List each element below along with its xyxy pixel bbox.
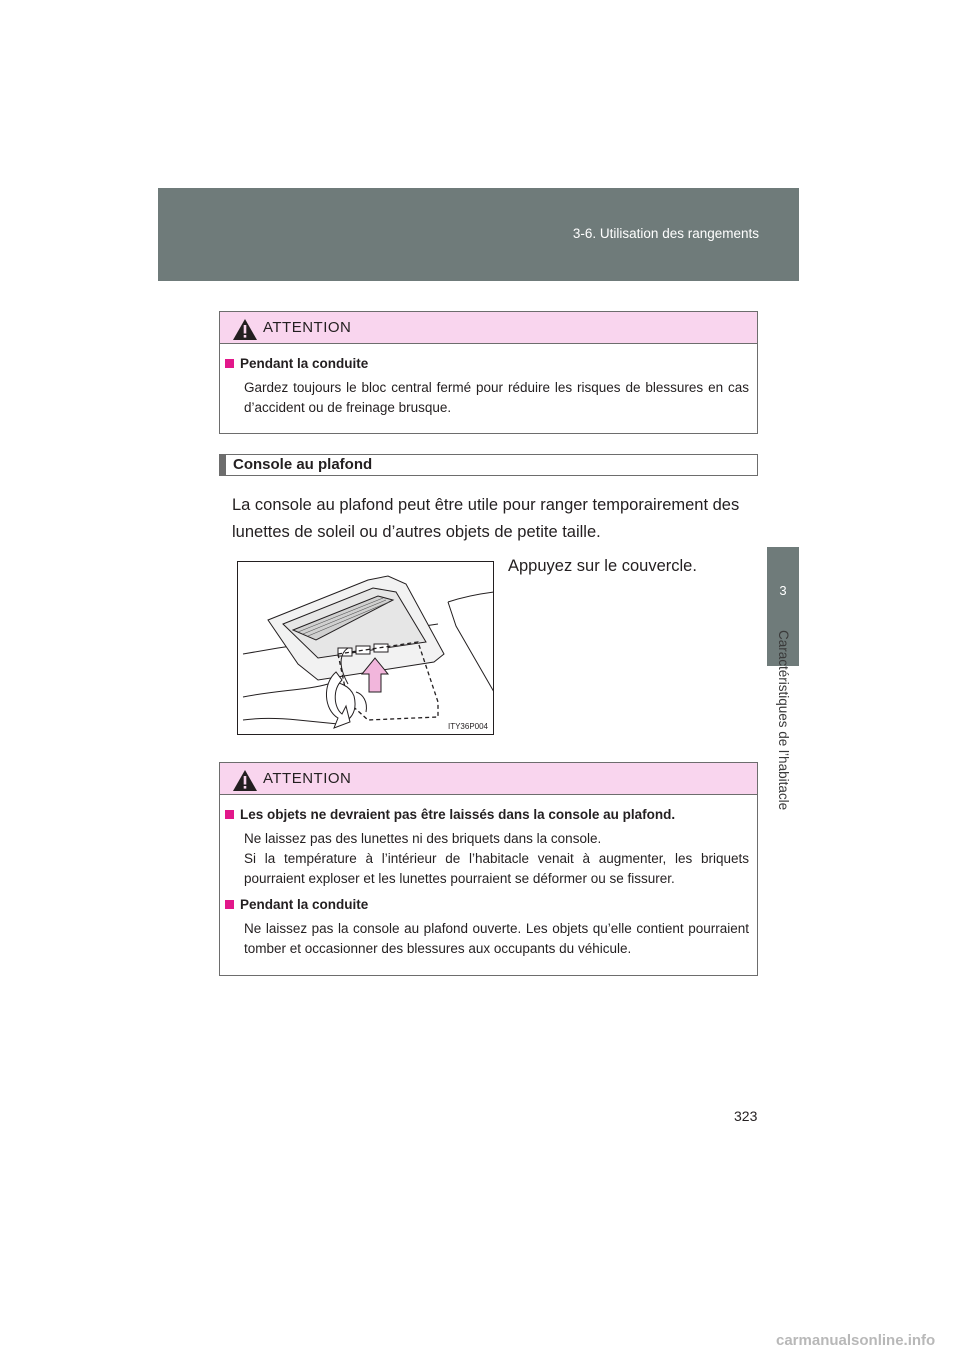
- warning-item-heading: [224, 354, 749, 374]
- square-bullet-icon: [225, 359, 234, 368]
- warning-box-console: [219, 762, 758, 976]
- warning-item-text: Ne laissez pas la console au plafond ouverte. Les objets qu’elle contient pourraient tomber et occasionner des blessures aux occupants du véhicule.: [244, 921, 749, 956]
- figure-code: ITY36P004: [447, 722, 488, 731]
- chapter-number: 3: [779, 583, 787, 598]
- chapter-label: Caractéristiques de l’habitacle: [776, 630, 791, 811]
- step-instruction: Appuyez sur le couvercle.: [508, 557, 697, 575]
- page-number: 323: [734, 1108, 758, 1124]
- warning-item-heading: [224, 895, 749, 915]
- warning-header: [220, 763, 757, 795]
- warning-item-text: Ne laissez pas des lunettes ni des briquets dans la console.: [244, 831, 602, 846]
- warning-item-text: Si la température à l’intérieur de l’habitacle venait à augmenter, les briquets pourraient exploser et les lunettes pourraient se déformer ou se fissurer.: [244, 851, 749, 886]
- section-heading-bar: [219, 454, 758, 476]
- square-bullet-icon: [225, 810, 234, 819]
- watermark: carmanualsonline.info: [776, 1332, 936, 1349]
- section-marker: [219, 454, 226, 476]
- warning-triangle-icon: [232, 769, 258, 792]
- warning-body: [220, 795, 757, 973]
- warning-header: [220, 312, 757, 344]
- overhead-console-drawing: [238, 562, 494, 735]
- header-band: [158, 188, 799, 281]
- square-bullet-icon: [225, 900, 234, 909]
- warning-title: ATTENTION: [263, 770, 352, 787]
- warning-item-heading-text: Les objets ne devraient pas être laissés dans la console au plafond.: [240, 807, 676, 822]
- warning-body: [220, 344, 757, 432]
- warning-item-text: Gardez toujours le bloc central fermé pour réduire les risques de blessures en cas d’accident ou de freinage brusque.: [244, 380, 749, 415]
- warning-item-heading-text: Pendant la conduite: [240, 897, 369, 912]
- section-header-title: 3-6. Utilisation des rangements: [572, 226, 759, 241]
- warning-box-driving: [219, 311, 758, 434]
- warning-title: ATTENTION: [263, 319, 352, 336]
- warning-item-heading: [224, 805, 749, 825]
- warning-item-heading-text: Pendant la conduite: [240, 356, 369, 371]
- section-title: Console au plafond: [233, 456, 373, 473]
- section-intro: La console au plafond peut être utile pour ranger temporairement des lunettes de soleil ou d’autres objets de petite taille.: [232, 496, 740, 541]
- overhead-console-illustration: [237, 561, 494, 735]
- warning-triangle-icon: [232, 318, 258, 341]
